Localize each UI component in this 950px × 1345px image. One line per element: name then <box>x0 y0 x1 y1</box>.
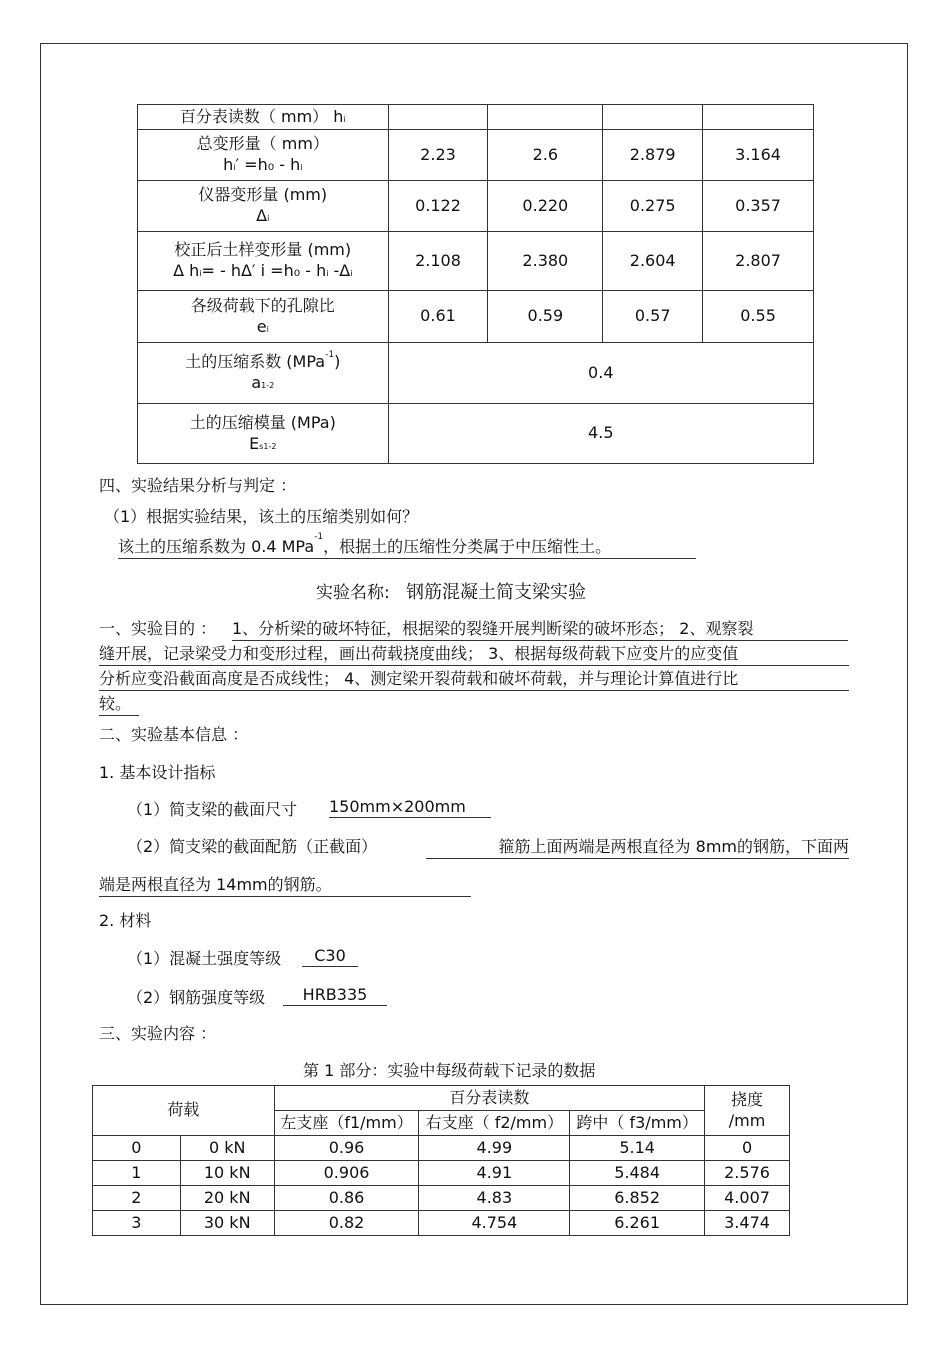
table-header-row <box>93 1086 790 1111</box>
cell: 1 <box>93 1161 181 1186</box>
cell <box>603 105 703 130</box>
field-value: C30 <box>302 946 358 967</box>
table-row <box>138 232 814 291</box>
cell: 0.57 <box>603 291 703 343</box>
table-row <box>93 1136 790 1161</box>
cell: 0.4 <box>388 343 813 404</box>
cell: 5.484 <box>570 1161 705 1186</box>
table-row <box>138 181 814 232</box>
table-row <box>93 1186 790 1211</box>
cell: 0.61 <box>388 291 488 343</box>
cell: 4.007 <box>705 1186 790 1211</box>
purpose-label: 一、实验目的 ： <box>99 619 217 638</box>
cell: 3 <box>93 1211 181 1236</box>
cell: 0.82 <box>274 1211 419 1236</box>
field-label: （1）混凝土强度等级 <box>127 949 282 968</box>
cell: 2.604 <box>603 232 703 291</box>
answer: 该土的压缩系数为 0.4 MPa$^{-1}$，根据土的压缩性分类属于中压缩性土。 <box>118 534 696 559</box>
row-label: 各级荷载下的孔隙比 ei <box>138 291 389 343</box>
cell: 0.86 <box>274 1186 419 1211</box>
cell: 20 kN <box>180 1186 274 1211</box>
row-label: 土的压缩系数 (MPa$^{-1}$) a1-2 <box>138 343 389 404</box>
cell: 0.906 <box>274 1161 419 1186</box>
cell: 0.55 <box>703 291 814 343</box>
cell: 4.83 <box>419 1186 570 1211</box>
cell <box>703 105 814 130</box>
cell: 5.14 <box>570 1136 705 1161</box>
field-value: 端是两根直径为 14mm的钢筋。 <box>99 872 471 897</box>
cell <box>488 105 603 130</box>
field-label: （2）简支梁的截面配筋（正截面） <box>127 837 378 856</box>
cell: 4.91 <box>419 1161 570 1186</box>
question: （1）根据实验结果，该土的压缩类别如何？ <box>104 507 419 526</box>
row-label: 百分表读数（ mm） hi <box>138 105 389 130</box>
cell: 2.576 <box>705 1161 790 1186</box>
cell: 2.879 <box>603 130 703 181</box>
cell: 2.23 <box>388 130 488 181</box>
header-f1: 左支座（f1/mm） <box>274 1111 419 1136</box>
cell: 2.6 <box>488 130 603 181</box>
header-dial: 百分表读数 <box>274 1086 704 1111</box>
purpose-text: 分析应变沿截面高度是否成线性； 4、测定梁开裂荷载和破坏荷载，并与理论计算值进行比 <box>99 666 849 691</box>
row-label: 土的压缩模量 (MPa) Es1-2 <box>138 404 389 464</box>
field-value: 箍筋上面两端是两根直径为 8mm的钢筋，下面两 <box>426 834 849 859</box>
table-row <box>138 404 814 464</box>
header-f3: 跨中（ f3/mm） <box>570 1111 705 1136</box>
cell: 6.261 <box>570 1211 705 1236</box>
cell: 2.380 <box>488 232 603 291</box>
cell: 0 kN <box>180 1136 274 1161</box>
cell: 0.96 <box>274 1136 419 1161</box>
cell: 4.754 <box>419 1211 570 1236</box>
cell: 3.474 <box>705 1211 790 1236</box>
table-caption: 第 1 部分：实验中每级荷载下记录的数据 <box>303 1061 596 1080</box>
table-row <box>93 1211 790 1236</box>
field-label: （1）简支梁的截面尺寸 <box>127 800 298 819</box>
field-value: HRB335 <box>283 985 387 1006</box>
section-heading: 二、实验基本信息 ： <box>99 725 249 744</box>
cell: 0.220 <box>488 181 603 232</box>
row-label: 仪器变形量 (mm) Δi <box>138 181 389 232</box>
cell: 2 <box>93 1186 181 1211</box>
cell: 0.357 <box>703 181 814 232</box>
cell <box>388 105 488 130</box>
table-row <box>138 130 814 181</box>
header-deflection: 挠度 /mm <box>705 1086 790 1136</box>
subsection-heading: 1. 基本设计指标 <box>99 763 216 782</box>
cell: 4.99 <box>419 1136 570 1161</box>
header-load: 荷载 <box>93 1086 275 1136</box>
cell: 0.275 <box>603 181 703 232</box>
section-heading: 四、实验结果分析与判定 ： <box>99 476 297 495</box>
subsection-heading: 2. 材料 <box>99 911 152 930</box>
cell: 0.59 <box>488 291 603 343</box>
table-row <box>138 343 814 404</box>
experiment-title: 实验名称: 钢筋混凝土简支梁实验 <box>316 582 586 603</box>
load-readings-table <box>92 1085 790 1236</box>
row-label: 校正后土样变形量 (mm) Δ hi= - hΔ′ i =h₀ - hi -Δi <box>138 232 389 291</box>
field-value: 150mm×200mm <box>329 797 491 818</box>
cell: 2.807 <box>703 232 814 291</box>
cell: 0 <box>705 1136 790 1161</box>
purpose-text: 1、分析梁的破坏特征，根据梁的裂缝开展判断梁的破坏形态； 2、观察裂 <box>232 616 848 641</box>
cell: 6.852 <box>570 1186 705 1211</box>
cell: 10 kN <box>180 1161 274 1186</box>
soil-results-table <box>137 104 814 464</box>
purpose-text: 较。 <box>99 691 139 716</box>
cell: 30 kN <box>180 1211 274 1236</box>
cell: 0 <box>93 1136 181 1161</box>
field-label: （2）钢筋强度等级 <box>127 988 266 1007</box>
cell: 3.164 <box>703 130 814 181</box>
purpose-text: 缝开展，记录梁受力和变形过程，画出荷载挠度曲线； 3、根据每级荷载下应变片的应变值 <box>99 641 849 666</box>
table-row <box>138 291 814 343</box>
table-row <box>93 1161 790 1186</box>
cell: 4.5 <box>388 404 813 464</box>
row-label: 总变形量（ mm） hi′ =h₀ - hi <box>138 130 389 181</box>
cell: 0.122 <box>388 181 488 232</box>
cell: 2.108 <box>388 232 488 291</box>
section-heading: 三、实验内容 ： <box>99 1024 217 1043</box>
table-row <box>138 105 814 130</box>
header-f2: 右支座（ f2/mm） <box>419 1111 570 1136</box>
